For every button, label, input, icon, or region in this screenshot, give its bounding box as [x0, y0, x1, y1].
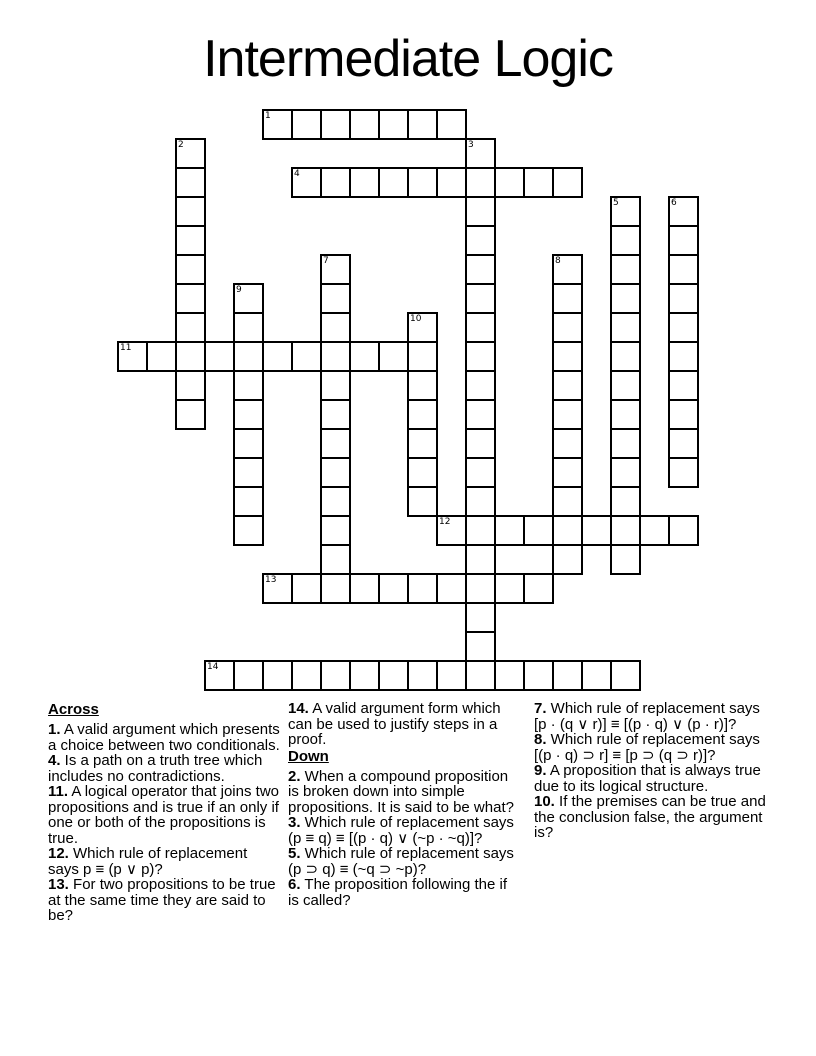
clue-item: 2. When a compound proposition is broken down into simple propositions. It is said to be what? — [288, 767, 514, 816]
clue-item: 3. Which rule of replacement says (p ≡ q) ≡ [(p · q) ∨ (~p · ~q)]? — [288, 814, 514, 847]
clue-item: 7. Which rule of replacement says [p · (q ∨ r)] ≡ [(p · q) ∨ (p · r)]? — [534, 700, 760, 733]
clues-section — [48, 701, 792, 924]
clue-number: 3 — [468, 140, 474, 150]
clue-item-number: 13. — [48, 876, 69, 893]
clue-number: 1 — [265, 111, 271, 121]
clue-item-number: 12. — [48, 845, 69, 862]
clue-number: 14 — [207, 662, 219, 672]
clue-number: 8 — [555, 256, 561, 266]
clue-item-number: 10. — [534, 793, 555, 810]
clue-number: 13 — [265, 575, 277, 585]
clue-number: 12 — [439, 517, 451, 527]
down-heading: Down — [288, 747, 329, 765]
word-outline — [436, 515, 699, 546]
clue-item-number: 6. — [288, 876, 301, 893]
clue-item-number: 2. — [288, 767, 301, 785]
clue-number: 11 — [120, 343, 132, 353]
clue-column — [48, 701, 282, 924]
clue-item: 4. Is a path on a truth tree which includes no contradictions. — [48, 752, 263, 785]
clue-item: 5. Which rule of replacement says (p ⊃ q) ≡ (~q ⊃ ~p)? — [288, 845, 514, 878]
clue-column — [534, 701, 768, 841]
word-outline — [262, 109, 467, 140]
clue-item: 1. A valid argument which presents a choice between two conditionals. — [48, 721, 280, 754]
clue-number: 9 — [236, 285, 242, 295]
clue-item-number: 1. — [48, 721, 61, 738]
clue-number: 6 — [671, 198, 677, 208]
crossword-grid — [118, 110, 698, 690]
clue-item-number: 7. — [534, 700, 547, 717]
clue-item: 6. The proposition following the if is called? — [288, 876, 508, 909]
clue-item-number: 14. — [288, 700, 309, 717]
clue-item: 14. A valid argument form which can be used to justify steps in a proof. — [288, 700, 501, 748]
word-outline — [204, 660, 641, 691]
word-outline — [175, 138, 206, 430]
clue-item-number: 3. — [288, 814, 301, 831]
clue-item: 11. A logical operator that joins two propositions and is true if an only if one or both of the propositions is true. — [48, 783, 279, 847]
clue-item-number: 8. — [534, 731, 547, 748]
clue-item-number: 11. — [48, 783, 69, 800]
word-outline — [668, 196, 699, 488]
clue-number: 10 — [410, 314, 422, 324]
clue-item: 9. A proposition that is always true due to its logical structure. — [534, 762, 761, 795]
clue-number: 7 — [323, 256, 329, 266]
across-heading: Across — [48, 701, 99, 718]
clue-number: 2 — [178, 140, 184, 150]
clue-item: 8. Which rule of replacement says [(p · q) ⊃ r] ≡ [p ⊃ (q ⊃ r)]? — [534, 731, 760, 764]
word-outline — [291, 167, 583, 198]
clue-number: 5 — [613, 198, 619, 208]
clue-item-number: 9. — [534, 762, 547, 779]
word-outline — [117, 341, 438, 372]
word-outline — [465, 138, 496, 691]
clue-item-number: 5. — [288, 845, 301, 862]
clue-item: 13. For two propositions to be true at the same time they are said to be? — [48, 876, 276, 924]
clue-item: 10. If the premises can be true and the conclusion false, the argument is? — [534, 793, 766, 841]
clue-column — [288, 701, 522, 908]
puzzle-title: Intermediate Logic — [203, 30, 613, 88]
clue-item-number: 4. — [48, 752, 61, 769]
word-outline — [320, 254, 351, 604]
clue-number: 4 — [294, 169, 300, 179]
word-outline — [262, 573, 554, 604]
word-outline — [233, 283, 264, 546]
clue-item: 12. Which rule of replacement says p ≡ (p ∨ p)? — [48, 845, 248, 878]
